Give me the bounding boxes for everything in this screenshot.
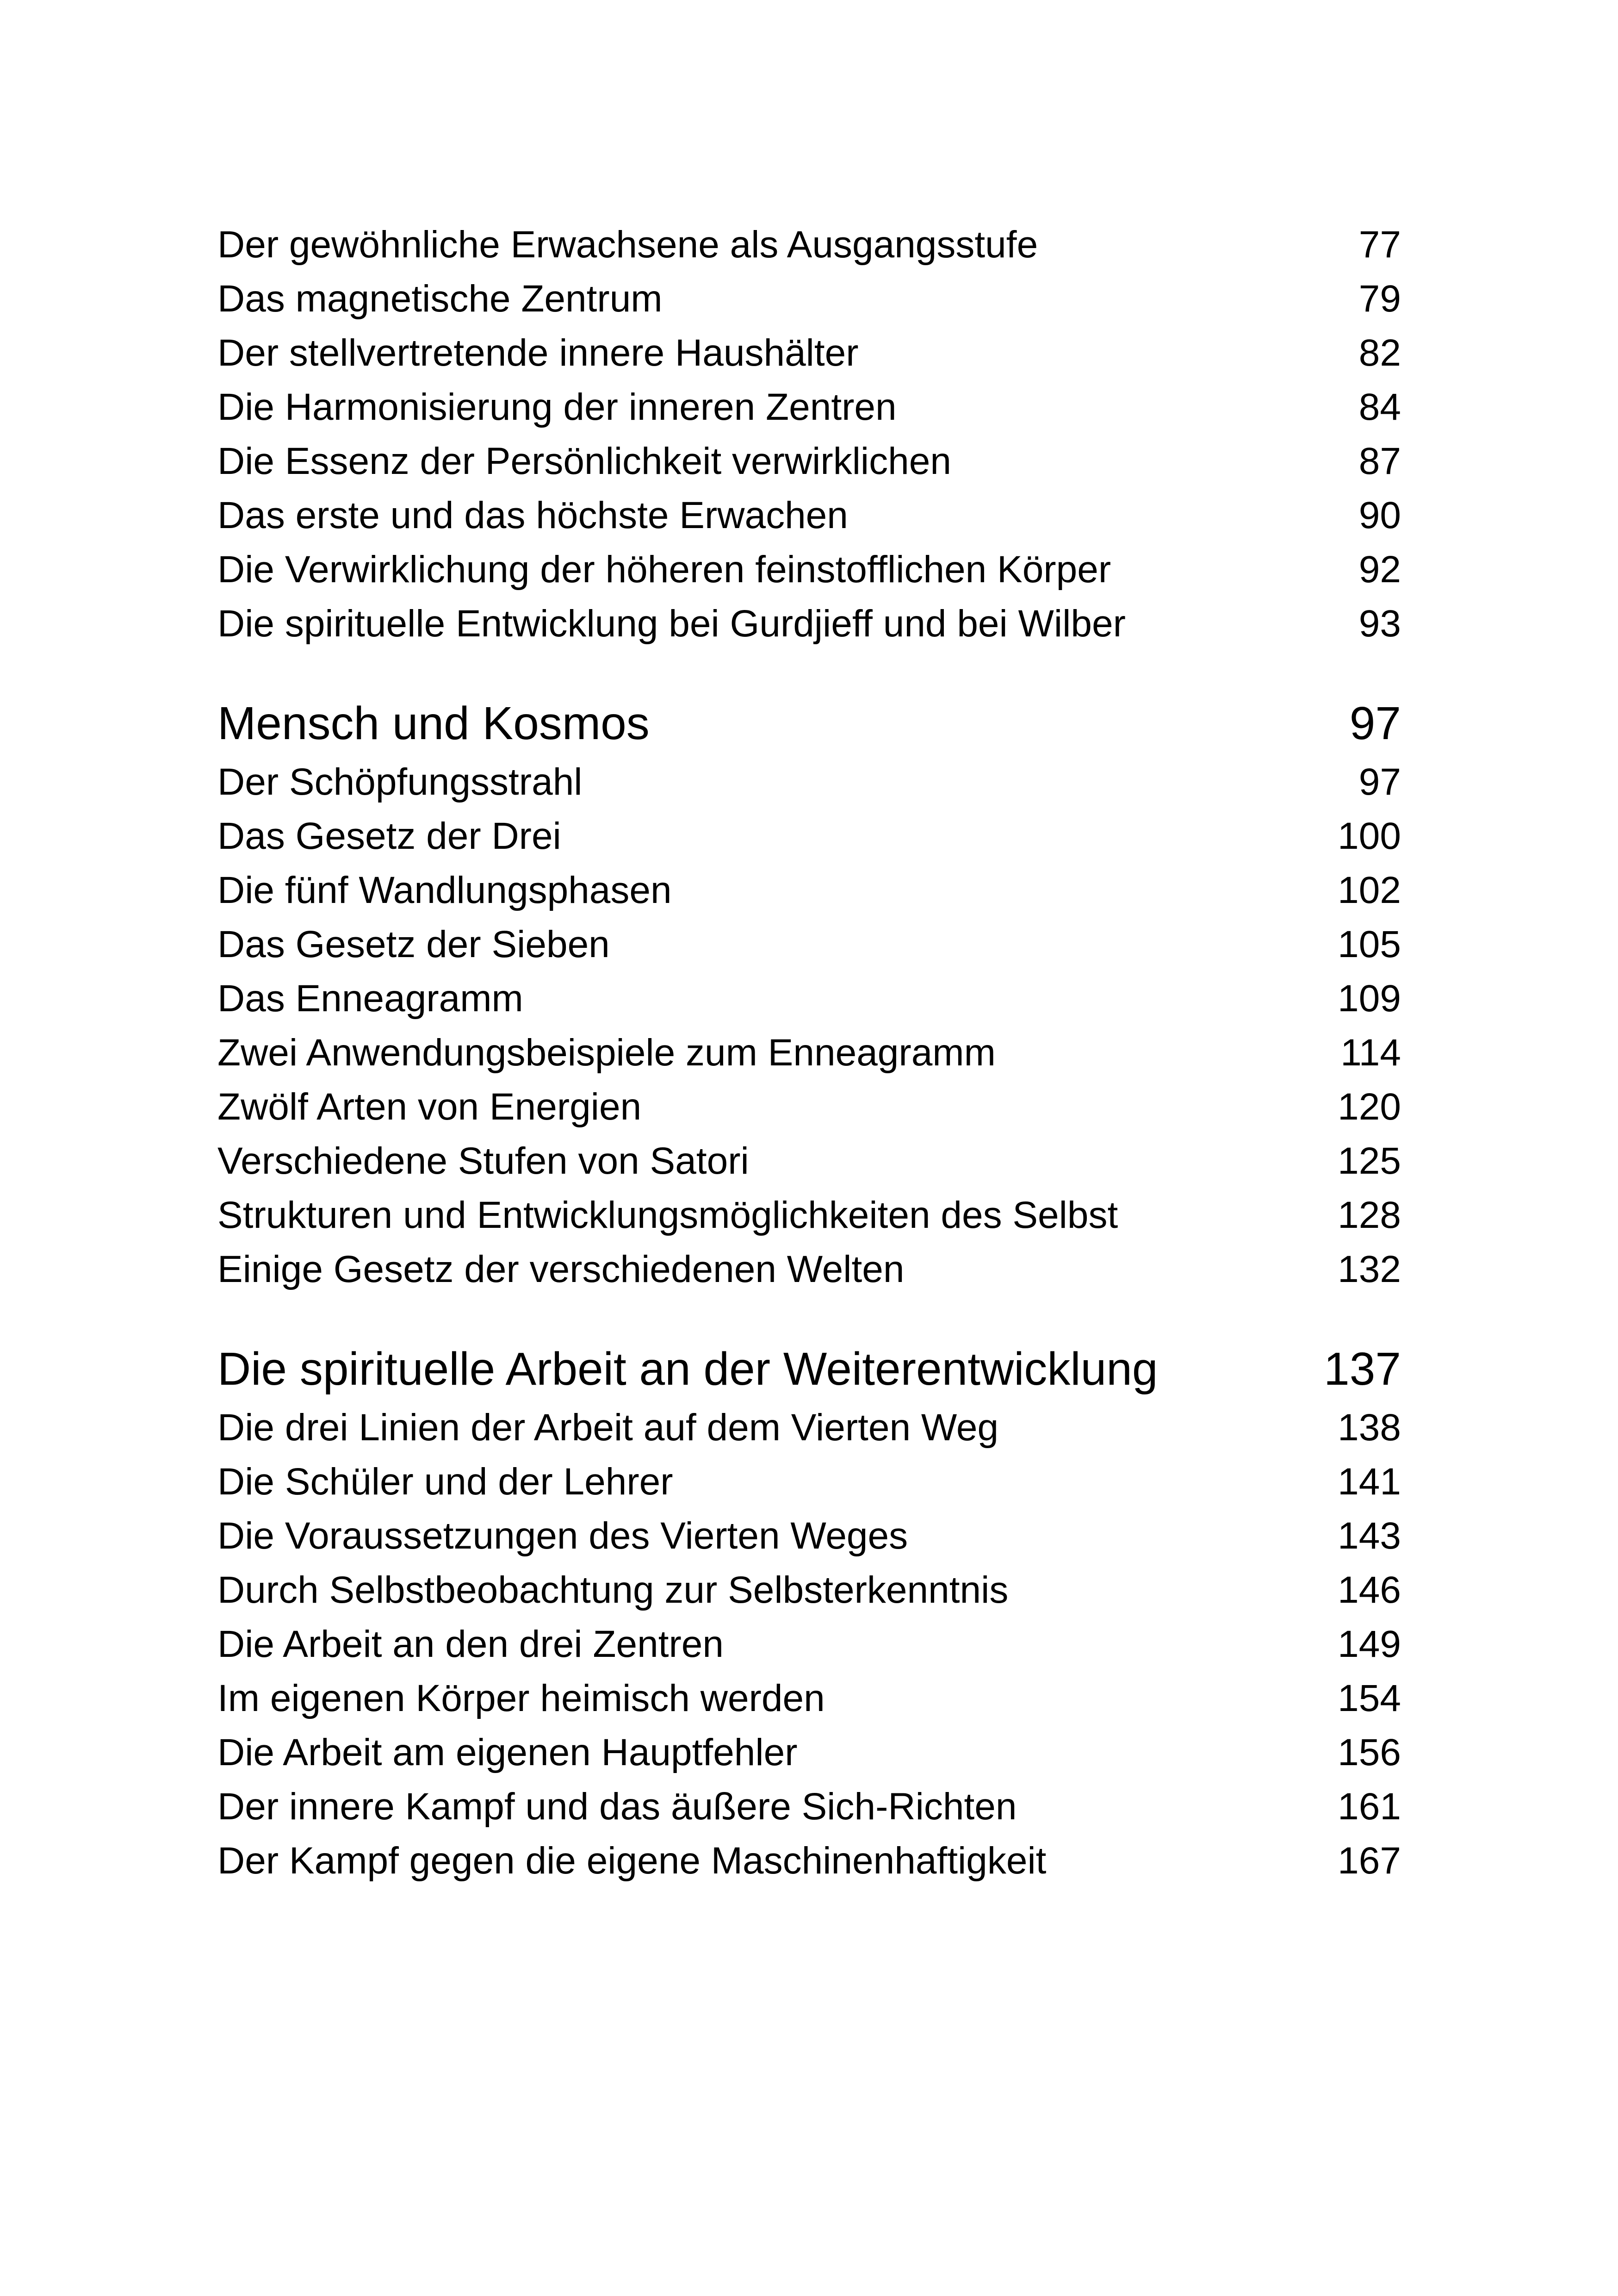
chapter-page: 137: [1324, 1343, 1401, 1395]
toc-entry-page: 167: [1338, 1840, 1401, 1882]
toc-entry: [217, 272, 1401, 326]
toc-section: [217, 218, 1401, 651]
toc-entry-page: 100: [1338, 815, 1401, 857]
toc-entry-page: 90: [1358, 494, 1401, 536]
toc-entry: [217, 597, 1401, 651]
toc-entry: [217, 218, 1401, 272]
toc-entry: [217, 971, 1401, 1026]
toc-entry-title: Der Schöpfungsstrahl: [217, 761, 583, 803]
chapter-title: Die spirituelle Arbeit an der Weiterentwicklung: [217, 1343, 1158, 1395]
table-of-contents: [217, 218, 1401, 1888]
toc-chapter-heading: [217, 1338, 1401, 1400]
toc-entry-title: Im eigenen Körper heimisch werden: [217, 1677, 825, 1719]
toc-entry-title: Durch Selbstbeobachtung zur Selbsterkenntnis: [217, 1569, 1009, 1611]
toc-entry-title: Die fünf Wandlungsphasen: [217, 869, 672, 911]
toc-entry-title: Der gewöhnliche Erwachsene als Ausgangsstufe: [217, 224, 1038, 266]
toc-entry-title: Der Kampf gegen die eigene Maschinenhaftigkeit: [217, 1840, 1047, 1882]
toc-section: [217, 1338, 1401, 1888]
toc-entry: [217, 1617, 1401, 1671]
toc-entry-page: 97: [1358, 761, 1401, 803]
toc-entry: [217, 863, 1401, 917]
toc-entry-page: 105: [1338, 923, 1401, 965]
toc-entry: [217, 1563, 1401, 1617]
toc-entry-page: 77: [1358, 224, 1401, 266]
toc-entry: [217, 1725, 1401, 1780]
toc-entry-page: 92: [1358, 548, 1401, 591]
toc-entry: [217, 1134, 1401, 1188]
toc-entry-title: Die Harmonisierung der inneren Zentren: [217, 386, 897, 428]
toc-entry-page: 154: [1338, 1677, 1401, 1719]
toc-entry-page: 114: [1340, 1032, 1401, 1074]
toc-entry-title: Das magnetische Zentrum: [217, 278, 663, 320]
toc-entry-page: 141: [1338, 1461, 1401, 1503]
toc-entry-title: Die Essenz der Persönlichkeit verwirklichen: [217, 440, 951, 482]
toc-entry-title: Die spirituelle Entwicklung bei Gurdjieff und bei Wilber: [217, 603, 1126, 645]
toc-entry-page: 161: [1338, 1786, 1401, 1828]
toc-entry-title: Die Verwirklichung der höheren feinstofflichen Körper: [217, 548, 1111, 591]
toc-entry-title: Das Gesetz der Drei: [217, 815, 561, 857]
toc-entry-title: Zwei Anwendungsbeispiele zum Enneagramm: [217, 1032, 996, 1074]
toc-entry-page: 156: [1338, 1731, 1401, 1773]
toc-entry: [217, 326, 1401, 380]
toc-entry-title: Verschiedene Stufen von Satori: [217, 1140, 749, 1182]
section-spacer: [217, 1296, 1401, 1338]
toc-section: [217, 692, 1401, 1296]
toc-entry: [217, 1509, 1401, 1563]
toc-entry-title: Das erste und das höchste Erwachen: [217, 494, 848, 536]
toc-entry-title: Einige Gesetz der verschiedenen Welten: [217, 1248, 905, 1290]
toc-entry: [217, 488, 1401, 542]
toc-entry-page: 149: [1338, 1623, 1401, 1665]
toc-entry-title: Strukturen und Entwicklungsmöglichkeiten des Selbst: [217, 1194, 1118, 1236]
toc-entry: [217, 1026, 1401, 1080]
toc-entry-page: 93: [1358, 603, 1401, 645]
toc-entry: [217, 1834, 1401, 1888]
toc-entry-page: 120: [1338, 1086, 1401, 1128]
toc-entry: [217, 1400, 1401, 1455]
toc-entry-page: 132: [1338, 1248, 1401, 1290]
toc-entry: [217, 1780, 1401, 1834]
toc-entry: [217, 809, 1401, 863]
toc-entry-title: Der stellvertretende innere Haushälter: [217, 332, 859, 374]
toc-entry-page: 102: [1338, 869, 1401, 911]
toc-entry-title: Der innere Kampf und das äußere Sich-Richten: [217, 1786, 1017, 1828]
toc-entry: [217, 434, 1401, 488]
toc-entry: [217, 542, 1401, 597]
toc-entry: [217, 380, 1401, 434]
toc-entry-page: 125: [1338, 1140, 1401, 1182]
toc-entry-page: 87: [1358, 440, 1401, 482]
toc-entry: [217, 1242, 1401, 1296]
toc-entry-page: 109: [1338, 977, 1401, 1020]
toc-entry-page: 84: [1358, 386, 1401, 428]
toc-entry-title: Die Voraussetzungen des Vierten Weges: [217, 1515, 908, 1557]
toc-entry-title: Das Gesetz der Sieben: [217, 923, 610, 965]
toc-entry-page: 128: [1338, 1194, 1401, 1236]
section-spacer: [217, 651, 1401, 692]
toc-entry: [217, 1455, 1401, 1509]
toc-entry-title: Die Arbeit am eigenen Hauptfehler: [217, 1731, 798, 1773]
toc-entry-page: 143: [1338, 1515, 1401, 1557]
toc-entry: [217, 1188, 1401, 1242]
toc-entry: [217, 1080, 1401, 1134]
toc-entry-title: Die Schüler und der Lehrer: [217, 1461, 673, 1503]
toc-entry-page: 79: [1358, 278, 1401, 320]
toc-chapter-heading: [217, 692, 1401, 755]
toc-entry: [217, 917, 1401, 971]
toc-entry-title: Die drei Linien der Arbeit auf dem Vierten Weg: [217, 1406, 999, 1449]
toc-entry-title: Das Enneagramm: [217, 977, 523, 1020]
chapter-page: 97: [1349, 697, 1401, 749]
toc-entry: [217, 1671, 1401, 1725]
toc-entry-title: Zwölf Arten von Energien: [217, 1086, 642, 1128]
chapter-title: Mensch und Kosmos: [217, 697, 650, 749]
toc-entry-title: Die Arbeit an den drei Zentren: [217, 1623, 724, 1665]
toc-entry-page: 146: [1338, 1569, 1401, 1611]
toc-entry-page: 138: [1338, 1406, 1401, 1449]
toc-entry: [217, 755, 1401, 809]
toc-entry-page: 82: [1358, 332, 1401, 374]
